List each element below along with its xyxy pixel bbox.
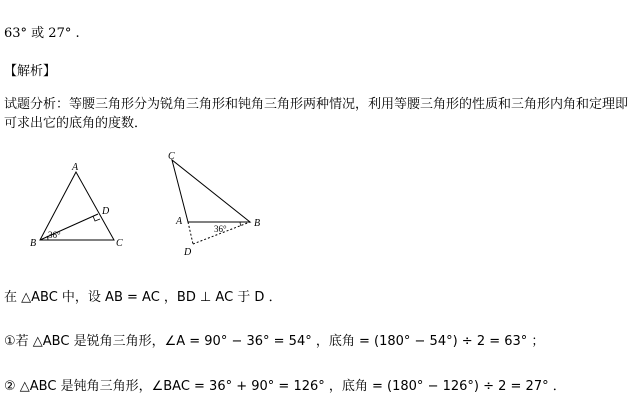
label-c: C — [116, 238, 123, 249]
extension-ad — [188, 222, 193, 244]
case2-line: ② △ABC 是钝角三角形，∠BAC = 36° + 90° = 126° ，底角 = (180° − 126°) ÷ 2 = 27° ． — [4, 379, 566, 394]
figure-acute-triangle — [30, 160, 140, 255]
analysis-paragraph: 试题分析：等腰三角形分为锐角三角形和钝角三角形两种情况，利用等腰三角形的性质和三角形内角和定理即可求出它的底角的度数． — [4, 97, 629, 131]
right-angle-mark — [93, 216, 100, 221]
label-d: D — [102, 206, 110, 217]
triangle-abc — [172, 160, 250, 222]
case1-line: ①若 △ABC 是锐角三角形，∠A = 90° − 36° = 54° ，底角 = (180° − 54°) ÷ 2 = 63° ； — [4, 334, 545, 349]
label-c: C — [168, 152, 175, 162]
angle-arc — [240, 222, 241, 226]
section-heading: 【解析】 — [4, 64, 57, 79]
label-a: A — [176, 216, 183, 227]
angle-label: 36° — [214, 224, 227, 234]
label-a: A — [72, 162, 79, 173]
angle-label: 36° — [48, 230, 61, 240]
label-b: B — [254, 218, 261, 229]
label-b: B — [30, 238, 37, 249]
answer-line: 63° 或 27° . — [4, 26, 80, 41]
setup-line: 在 △ABC 中，设 AB = AC ，BD ⊥ AC 于 D ． — [4, 290, 282, 305]
label-d: D — [184, 247, 192, 258]
figure-obtuse-triangle — [160, 152, 270, 262]
